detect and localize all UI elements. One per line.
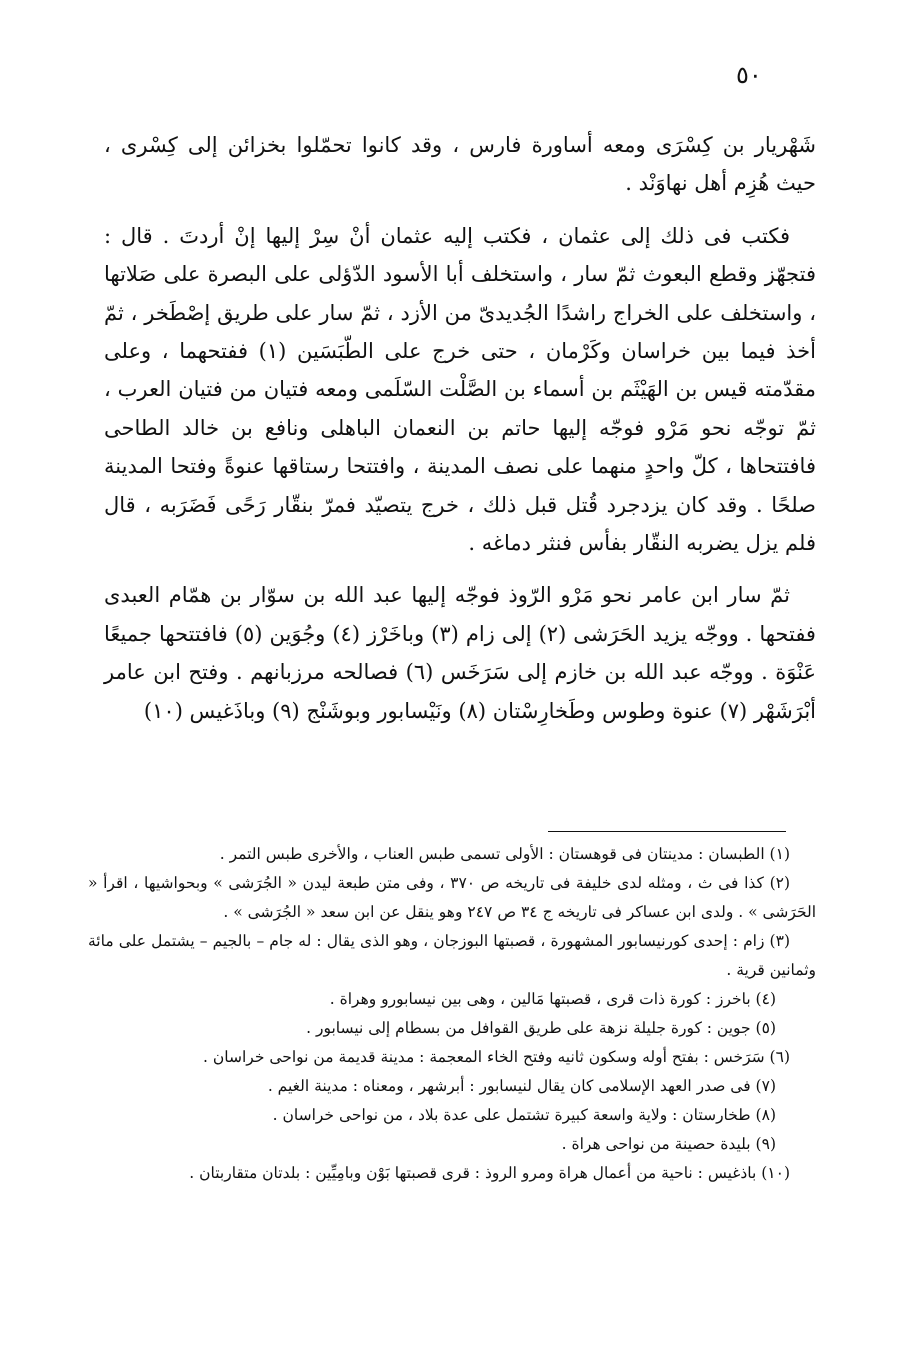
footnote-separator-rule bbox=[548, 831, 786, 832]
main-text bbox=[104, 126, 816, 730]
page-number: ٥٠ bbox=[736, 61, 762, 89]
footnote-7: (٧) فى صدر العهد الإسلامى كان يقال لنيسابور : أبرشهر ، ومعناه : مدينة الغيم . bbox=[267, 1077, 776, 1095]
body-paragraph-2 bbox=[104, 217, 816, 563]
footnote-2: (٢) كذا فى ث ، ومثله لدى خليفة فى تاريخه ص ٣٧٠ ، وفى متن طبعة ليدن « الجُرَشى » وبحواشيها ، اقرأ « الحَرَشى » . ولدى ابن عساكر فى تاريخه ج ٣٤ ص ٢٤٧ وهو ينقل عن ابن سعد « الجُرَشى » . bbox=[88, 874, 816, 921]
footnote-1: (١) الطبسان : مدينتان فى قوهستان : الأولى تسمى طبس العناب ، والأخرى طبس التمر . bbox=[219, 845, 790, 863]
footnote-9: (٩) بليدة حصينة من نواحى هراة . bbox=[561, 1135, 776, 1153]
footnote-6: (٦) سَرَخس : بفتح أوله وسكون ثانيه وفتح الخاء المعجمة : مدينة قديمة من نواحى خراسان . bbox=[203, 1048, 790, 1066]
footnote-8: (٨) طخارستان : ولاية واسعة كبيرة تشتمل على عدة بلاد ، من نواحى خراسان . bbox=[272, 1106, 776, 1124]
footnotes bbox=[88, 840, 816, 1188]
body-paragraph-3 bbox=[104, 576, 816, 730]
body-paragraph-1: شَهْريار بن كِسْرَى ومعه أساورة فارس ، وقد كانوا تحمّلوا بخزائن إلى كِسْرى ، حيث هُزِم أهل نهاوَنْد . bbox=[104, 133, 816, 196]
body-paragraph-2-text: فكتب فى ذلك إلى عثمان ، فكتب إليه عثمان أنْ سِرْ إليها إنْ أردتَ . قال : فتجهّز وقطع البعوث ثمّ سار ، واستخلف أبا الأسود الدّؤلى على البصرة على صَلاتها ، واستخلف على الخراج راشدًا الجُديدىّ من الأزد ، ثمّ سار على طريق إصْطَخر ، ثمّ أخذ فيما بين خراسان وكَرْمان ، حتى خرج على الطّبَسَين (١) ففتحهما ، وعلى مقدّمته قيس بن الهَيْثَم بن أسماء بن الصَّلْت السّلَمى ومعه فتيان من فتيان العرب ، ثمّ توجّه نحو مَرْو فوجّه إليها حاتم بن النعمان الباهلى ونافع بن خالد الطاحى فافتتحاها ، كلّ واحدٍ منهما على نصف المدينة ، وافتتحا رستاقها عنوةً وفتحا المدينة صلحًا . وقد كان يزدجرد قُتل قبل ذلك ، خرج يتصيّد فمرّ بنقّار رَحًى فَضَرَبه ، قال فلم يزل يضربه النقّار بفأس فنثر دماغه . bbox=[104, 223, 816, 556]
footnote-5: (٥) جوين : كورة جليلة نزهة على طريق القوافل من بسطام إلى نيسابور . bbox=[306, 1019, 776, 1037]
footnote-4: (٤) باخرز : كورة ذات قرى ، قصبتها مَالين ، وهى بين نيسابورو وهراة . bbox=[329, 990, 776, 1008]
footnote-10: (١٠) باذغيس : ناحية من أعمال هراة ومرو الروذ : قرى قصبتها بَوْن وبامِيِّين : بلدتان متقاربتان . bbox=[189, 1164, 790, 1182]
body-paragraph-3-text: ثمّ سار ابن عامر نحو مَرْو الرّوذ فوجّه إليها عبد الله بن سوّار بن همّام العبدى ففتحها . ووجّه يزيد الحَرَشى (٢) إلى زام (٣) وباخَرْز (٤) وجُوَين (٥) فافتتحها جميعًا عَنْوَة . ووجّه عبد الله بن خازم إلى سَرَخَس (٦) فصالحه مرزبانهم . وفتح ابن عامر أبْرَشَهْر (٧) عنوة وطوس وطَخارِسْتان (٨) ونَيْسابور وبوشَنْج (٩) وباذَغيس (١٠) bbox=[104, 583, 816, 723]
footnote-3: (٣) زام : إحدى كورنيسابور المشهورة ، قصبتها البوزجان ، وهو الذى يقال : له جام – بالجيم – يشتمل على مائة وثمانين قرية . bbox=[88, 932, 816, 979]
